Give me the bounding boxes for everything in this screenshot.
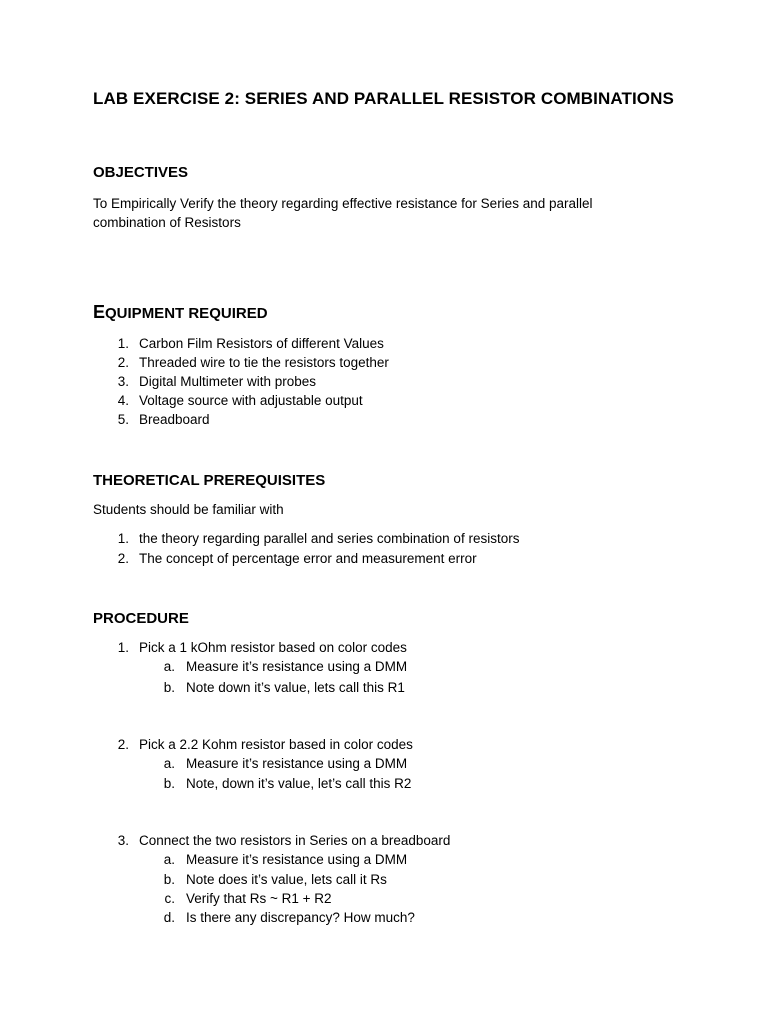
list-item: Digital Multimeter with probes <box>139 374 317 389</box>
list-number: 3. <box>117 374 129 389</box>
procedure-step: Pick a 1 kOhm resistor based on color codes <box>139 640 407 655</box>
procedure-substep: Note does it’s value, lets call it Rs <box>186 872 387 887</box>
objectives-heading: OBJECTIVES <box>93 164 189 181</box>
substep-letter: a. <box>163 659 175 674</box>
list-item: Carbon Film Resistors of different Values <box>139 336 384 351</box>
procedure-substep: Measure it’s resistance using a DMM <box>186 659 408 674</box>
step-number: 3. <box>117 833 129 848</box>
list-item: Breadboard <box>139 412 210 427</box>
list-number: 1. <box>117 531 129 546</box>
procedure-substep: Is there any discrepancy? How much? <box>186 910 415 925</box>
list-item: Voltage source with adjustable output <box>139 393 363 408</box>
equipment-heading-initial: E <box>93 302 106 322</box>
procedure-step: Pick a 2.2 Kohm resistor based in color codes <box>139 737 413 752</box>
procedure-substep: Note down it’s value, lets call this R1 <box>186 680 405 695</box>
list-item: The concept of percentage error and measurement error <box>139 551 477 566</box>
substep-letter: a. <box>163 852 175 867</box>
procedure-substep: Measure it’s resistance using a DMM <box>186 756 408 771</box>
list-item: the theory regarding parallel and series combination of resistors <box>139 531 520 546</box>
list-number: 4. <box>117 393 129 408</box>
substep-letter: d. <box>163 910 175 925</box>
list-number: 5. <box>117 412 129 427</box>
list-number: 1. <box>117 336 129 351</box>
equipment-heading-rest: QUIPMENT REQUIRED <box>105 305 268 322</box>
list-number: 2. <box>117 355 129 370</box>
substep-letter: a. <box>163 756 175 771</box>
procedure-heading: PROCEDURE <box>93 610 189 627</box>
procedure-substep: Measure it’s resistance using a DMM <box>186 852 408 867</box>
list-number: 2. <box>117 551 129 566</box>
procedure-substep: Verify that Rs ~ R1 + R2 <box>186 891 332 906</box>
prerequisites-heading: THEORETICAL PREREQUISITES <box>93 472 326 489</box>
procedure-step: Connect the two resistors in Series on a breadboard <box>139 833 451 848</box>
step-number: 2. <box>117 737 129 752</box>
page-title: LAB EXERCISE 2: SERIES AND PARALLEL RESISTOR COMBINATIONS <box>93 89 674 108</box>
prerequisites-intro: Students should be familiar with <box>93 502 284 517</box>
step-number: 1. <box>117 640 129 655</box>
substep-letter: c. <box>164 891 175 906</box>
objectives-text: To Empirically Verify the theory regarding effective resistance for Series and parallel combination of Resistors <box>93 196 593 230</box>
list-item: Threaded wire to tie the resistors together <box>139 355 389 370</box>
equipment-heading <box>93 302 268 323</box>
substep-letter: b. <box>163 776 175 791</box>
substep-letter: b. <box>163 872 175 887</box>
substep-letter: b. <box>163 680 175 695</box>
procedure-substep: Note, down it’s value, let’s call this R2 <box>186 776 412 791</box>
